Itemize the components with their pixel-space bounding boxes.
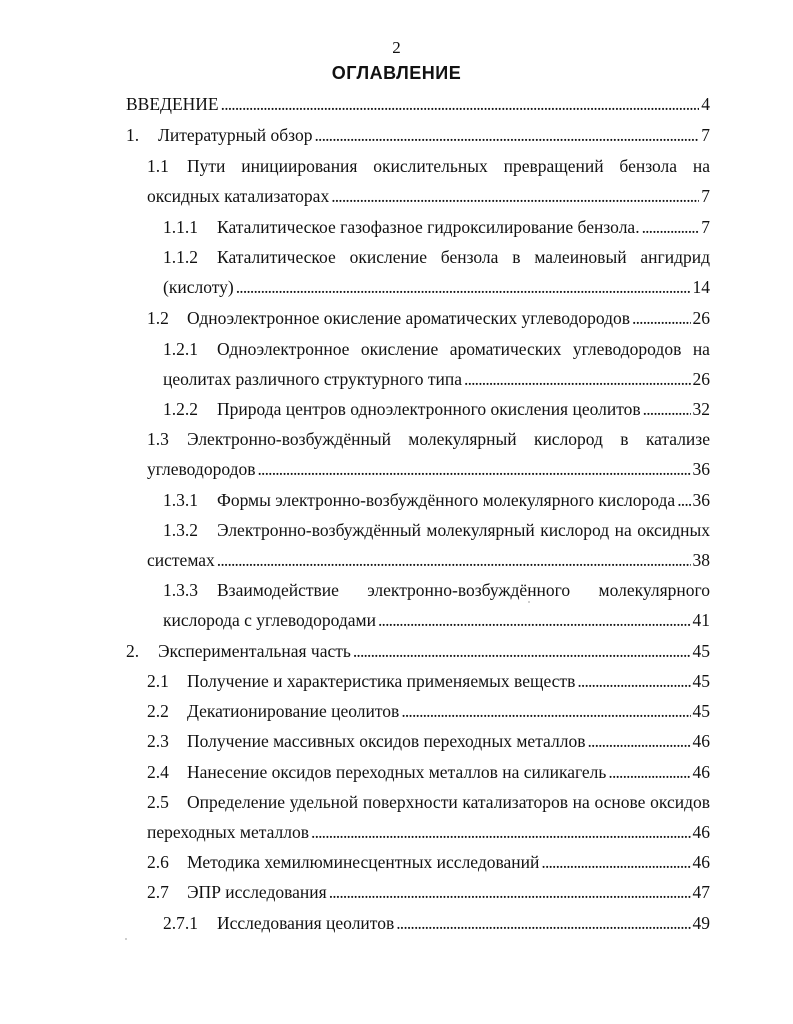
toc-entry-title: Методика хемилюминесцентных исследований [187,852,540,872]
dot-leader [677,489,690,511]
toc-entry-title: Исследования цеолитов [217,913,395,933]
toc-entry-1-1 [147,155,710,177]
toc-entry-page: 45 [692,641,710,661]
toc-entry-page: 36 [692,459,710,479]
toc-entry-page: 7 [701,186,710,206]
toc-entry-title: Получение массивных оксидов переходных металлов [187,731,586,751]
dot-leader [642,216,700,238]
dot-leader [577,670,690,692]
toc-entry-title-cont: углеводородов [147,459,256,479]
toc-entry-page: 32 [692,399,710,419]
toc-entry-number: 1.3.2 [163,520,198,540]
dot-leader [331,185,699,207]
toc-entry-title: ЭПР исследования [187,882,327,902]
toc-entry-page: 49 [692,913,710,933]
dot-leader [608,761,690,783]
toc-entry-1-3-cont [147,458,710,480]
toc-entry-title: Каталитическое окисление бензола в малеиновый ангидрид [217,247,710,267]
toc-entry-title: Электронно-возбуждённый молекулярный кислород в катализе [187,429,710,449]
toc-entry-1-3-2 [163,519,710,541]
toc-entry-title: Литературный обзор [158,125,313,145]
toc-entry-page: 26 [692,369,710,389]
toc-entry-number: 2.7 [147,882,169,902]
toc-entry-title: Одноэлектронное окисление ароматических углеводородов на [217,339,710,359]
toc-entry-title: Природа центров одноэлектронного окисления цеолитов [217,399,641,419]
toc-entry-number: 1.2 [147,308,169,328]
toc-entry-page: 4 [701,94,710,114]
dot-leader [311,821,690,843]
toc-entry-1-1-cont [147,185,710,207]
dot-leader [587,730,690,752]
toc-entry-number: 2.6 [147,852,169,872]
dot-leader [396,912,690,934]
toc-entry-1-1-1 [163,216,710,238]
toc-entry-1-2-2 [163,398,710,420]
toc-entry-page: 46 [692,852,710,872]
toc-entry-1-1-2-cont [163,276,710,298]
toc-entry-title: Получение и характеристика применяемых веществ [187,671,576,691]
toc-entry-title-cont: кислорода с углеводородами [163,610,376,630]
toc-entry-number: 1.3.1 [163,490,198,510]
scan-speck [125,938,127,940]
toc-entry-title: Декатионирование цеолитов [187,701,400,721]
toc-entry-1-3 [147,428,710,450]
toc-entry-2-7 [147,881,710,903]
dot-leader [632,307,690,329]
toc-entry-title: Экспериментальная часть [158,641,351,661]
toc-entry-title-cont: оксидных катализаторах [147,186,330,206]
toc-entry-number: 1.2.1 [163,339,198,359]
toc-entry-page: 38 [692,550,710,570]
toc-entry-1-3-3 [163,579,710,601]
toc-entry-number: 2.3 [147,731,169,751]
toc-heading: ОГЛАВЛЕНИЕ [331,63,462,83]
toc-entry-title-cont: цеолитах различного структурного типа [163,369,463,389]
toc-entry-page: 45 [692,671,710,691]
toc-entry-number: 1. [126,125,140,145]
toc-entry-number: 1.1.2 [163,247,198,267]
toc-entry-2-2 [147,700,710,722]
toc-entry-title: ВВЕДЕНИЕ [126,94,219,114]
toc-entry-title: Формы электронно-возбуждённого молекулярного кислорода [217,490,676,510]
scan-speck [528,601,530,603]
toc-entry-2-3 [147,730,710,752]
toc-entry-1-3-2-cont [147,549,710,571]
toc-entry-title-cont: переходных металлов [147,822,310,842]
toc-entry-1-3-3-cont [163,609,710,631]
toc-entry-page: 36 [692,490,710,510]
dot-leader [217,549,691,571]
toc-entry-1-1-2 [163,246,710,268]
toc-entry-title: Нанесение оксидов переходных металлов на силикагель [187,762,607,782]
toc-entry-1-3-1 [163,489,710,511]
toc-entry-number: 2.5 [147,792,169,812]
dot-leader [329,881,691,903]
toc-entry-page: 46 [692,762,710,782]
toc-entry-number: 2.7.1 [163,913,198,933]
toc-entry-1-2-1 [163,338,710,360]
dot-leader [221,93,700,115]
dot-leader [258,458,691,480]
toc-entry-page: 26 [692,308,710,328]
dot-leader [464,368,690,390]
toc-entry-number: 1.3.3 [163,580,198,600]
toc-entry-number: 1.3 [147,429,169,449]
toc-entry-2-1 [147,670,710,692]
toc-entry-1-2 [147,307,710,329]
toc-entry-page: 41 [692,610,710,630]
dot-leader [541,851,690,873]
toc-entry-1-2-1-cont [163,368,710,390]
toc-entry-number: 2.1 [147,671,169,691]
toc-entry-page: 46 [692,731,710,751]
toc-entry-page: 47 [692,882,710,902]
toc-entry-1 [126,124,710,146]
toc-entry-2 [126,640,710,662]
toc-entry-2-4 [147,761,710,783]
page-number: 2 [392,38,401,57]
toc-entry-page: 7 [701,125,710,145]
toc-entry-title: Одноэлектронное окисление ароматических углеводородов [187,308,631,328]
dot-leader [236,276,691,298]
toc-entry-page: 14 [692,277,710,297]
toc-entry-title: Электронно-возбуждённый молекулярный кислород на оксидных [217,520,710,540]
toc-entry-page: 45 [692,701,710,721]
toc-entry-number: 2. [126,641,140,661]
toc-entry-number: 1.2.2 [163,399,198,419]
toc-entry-number: 2.4 [147,762,169,782]
toc-entry-2-6 [147,851,710,873]
dot-leader [353,640,691,662]
toc-entry-title: Каталитическое газофазное гидроксилирование бензола. [217,217,640,237]
toc-entry-page: 7 [701,217,710,237]
toc-entry-2-5 [147,791,710,813]
toc-entry-title: Пути инициирования окислительных превращений бензола на [187,156,710,176]
toc-entry-2-5-cont [147,821,710,843]
dot-leader [401,700,690,722]
toc-entry-number: 2.2 [147,701,169,721]
dot-leader [378,609,691,631]
toc-entry-intro [126,93,710,115]
toc-entry-page: 46 [692,822,710,842]
toc-entry-title: Определение удельной поверхности катализаторов на основе оксидов [187,792,710,812]
toc-entry-2-7-1 [163,912,710,934]
dot-leader [643,398,691,420]
dot-leader [314,124,699,146]
toc-entry-title-cont: (кислоту) [163,277,234,297]
toc-entry-number: 1.1 [147,156,169,176]
toc-entry-title-cont: системах [147,550,215,570]
toc-entry-title: Взаимодействие электронно-возбуждённого молекулярного [217,580,710,600]
toc-entry-number: 1.1.1 [163,217,198,237]
